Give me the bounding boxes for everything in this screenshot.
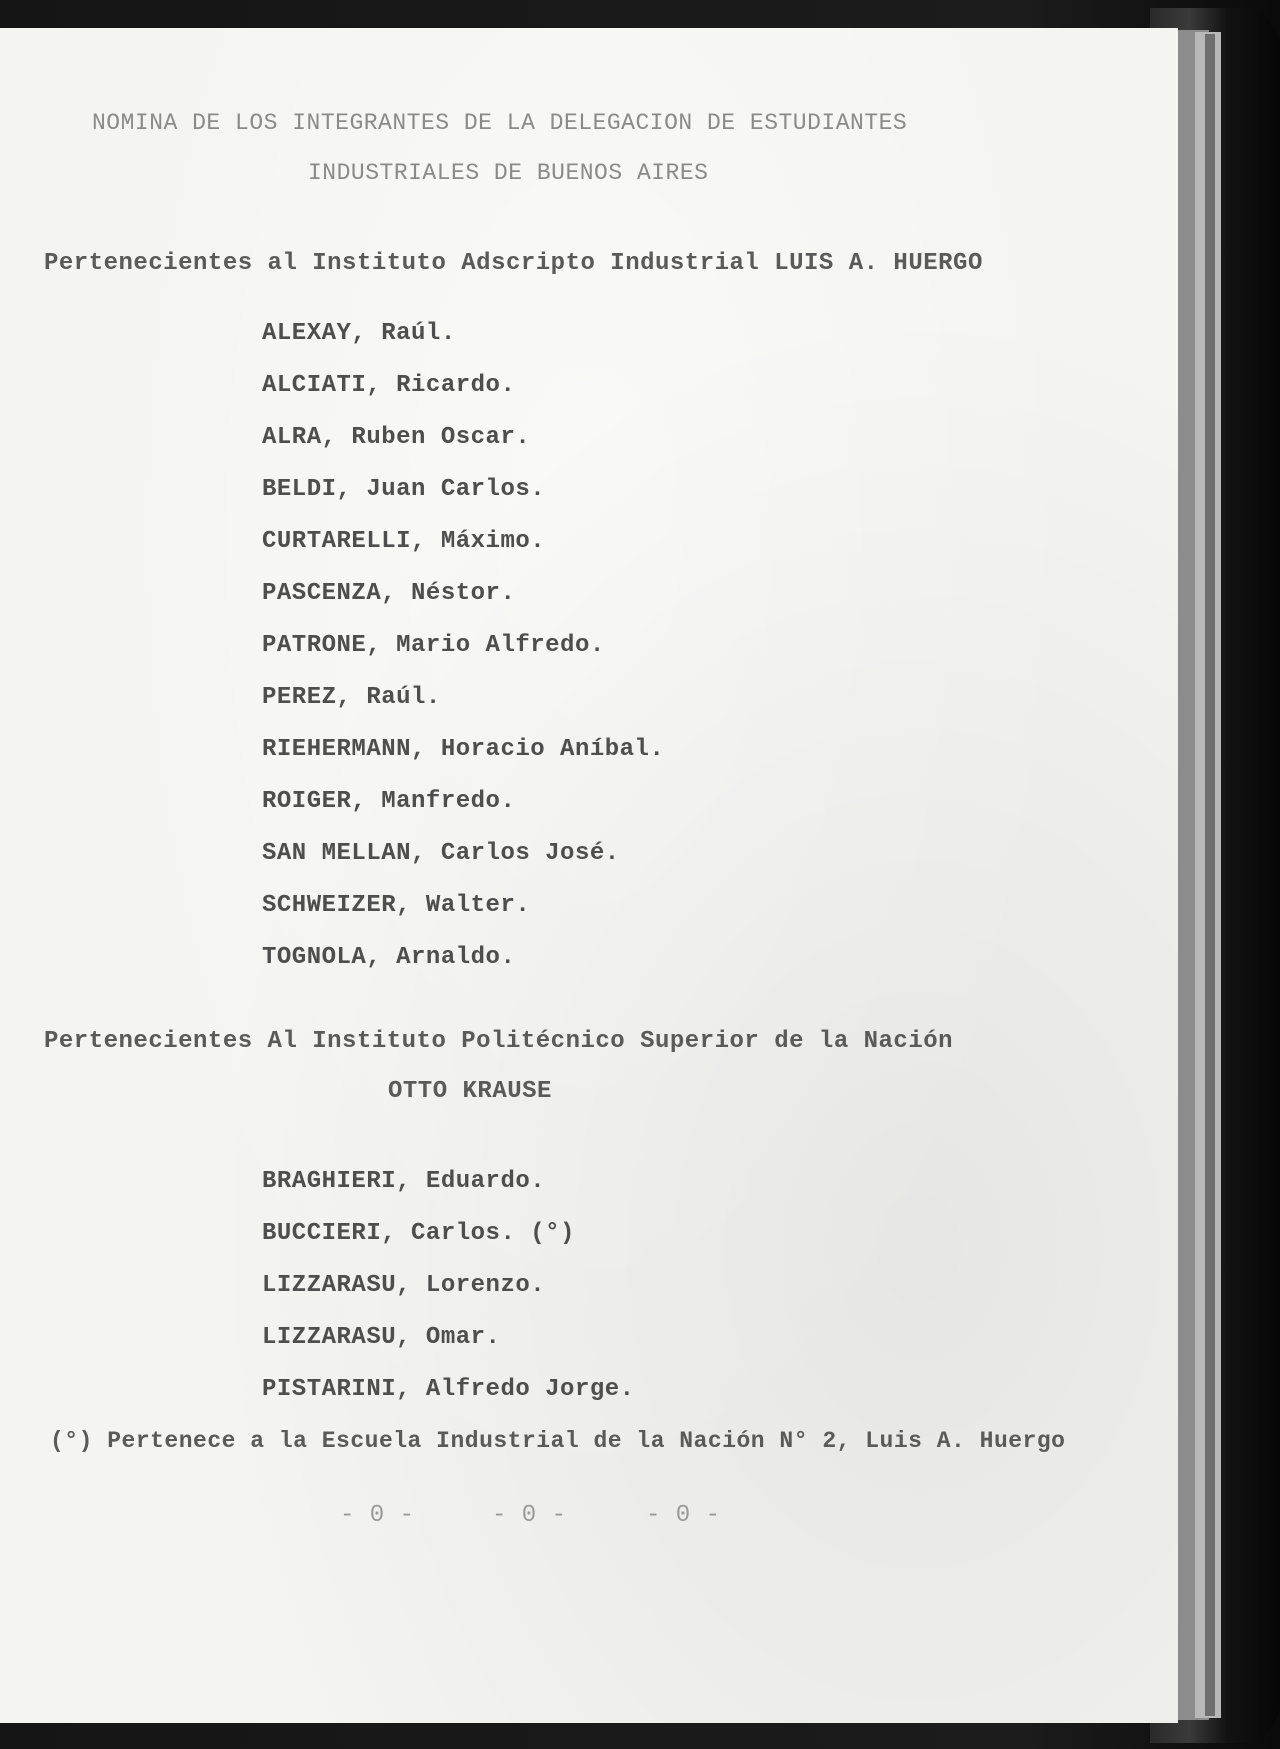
member-name: ALCIATI, Ricardo. <box>262 372 516 399</box>
section1-heading: Pertenecientes al Instituto Adscripto Industrial LUIS A. HUERGO <box>44 250 983 277</box>
member-name: CURTARELLI, Máximo. <box>262 528 546 555</box>
member-name: BUCCIERI, Carlos. (°) <box>262 1220 575 1247</box>
member-name: PATRONE, Mario Alfredo. <box>262 632 605 659</box>
member-name: PISTARINI, Alfredo Jorge. <box>262 1376 635 1403</box>
member-name: SCHWEIZER, Walter. <box>262 892 531 919</box>
page-stack-edge <box>1205 34 1215 1716</box>
section2-subheading: OTTO KRAUSE <box>388 1078 552 1105</box>
section2-heading: Pertenecientes Al Instituto Politécnico Superior de la Nación <box>44 1028 954 1055</box>
member-name: PEREZ, Raúl. <box>262 684 441 711</box>
member-name: ALRA, Ruben Oscar. <box>262 424 531 451</box>
member-name: BELDI, Juan Carlos. <box>262 476 546 503</box>
member-name: TOGNOLA, Arnaldo. <box>262 944 516 971</box>
separator-mark: - 0 - <box>340 1502 415 1529</box>
member-name: SAN MELLAN, Carlos José. <box>262 840 620 867</box>
separator-mark: - 0 - <box>492 1502 567 1529</box>
footnote: (°) Pertenece a la Escuela Industrial de la Nación N° 2, Luis A. Huergo <box>50 1428 1066 1454</box>
separator-mark: - 0 - <box>646 1502 721 1529</box>
member-name: ALEXAY, Raúl. <box>262 320 456 347</box>
member-name: LIZZARASU, Lorenzo. <box>262 1272 546 1299</box>
member-name: RIEHERMANN, Horacio Aníbal. <box>262 736 665 763</box>
member-name: PASCENZA, Néstor. <box>262 580 516 607</box>
title-line-1: NOMINA DE LOS INTEGRANTES DE LA DELEGACION DE ESTUDIANTES <box>92 110 908 136</box>
title-line-2: INDUSTRIALES DE BUENOS AIRES <box>308 160 709 186</box>
member-name: LIZZARASU, Omar. <box>262 1324 501 1351</box>
member-name: BRAGHIERI, Eduardo. <box>262 1168 546 1195</box>
document-page <box>0 28 1178 1723</box>
member-name: ROIGER, Manfredo. <box>262 788 516 815</box>
